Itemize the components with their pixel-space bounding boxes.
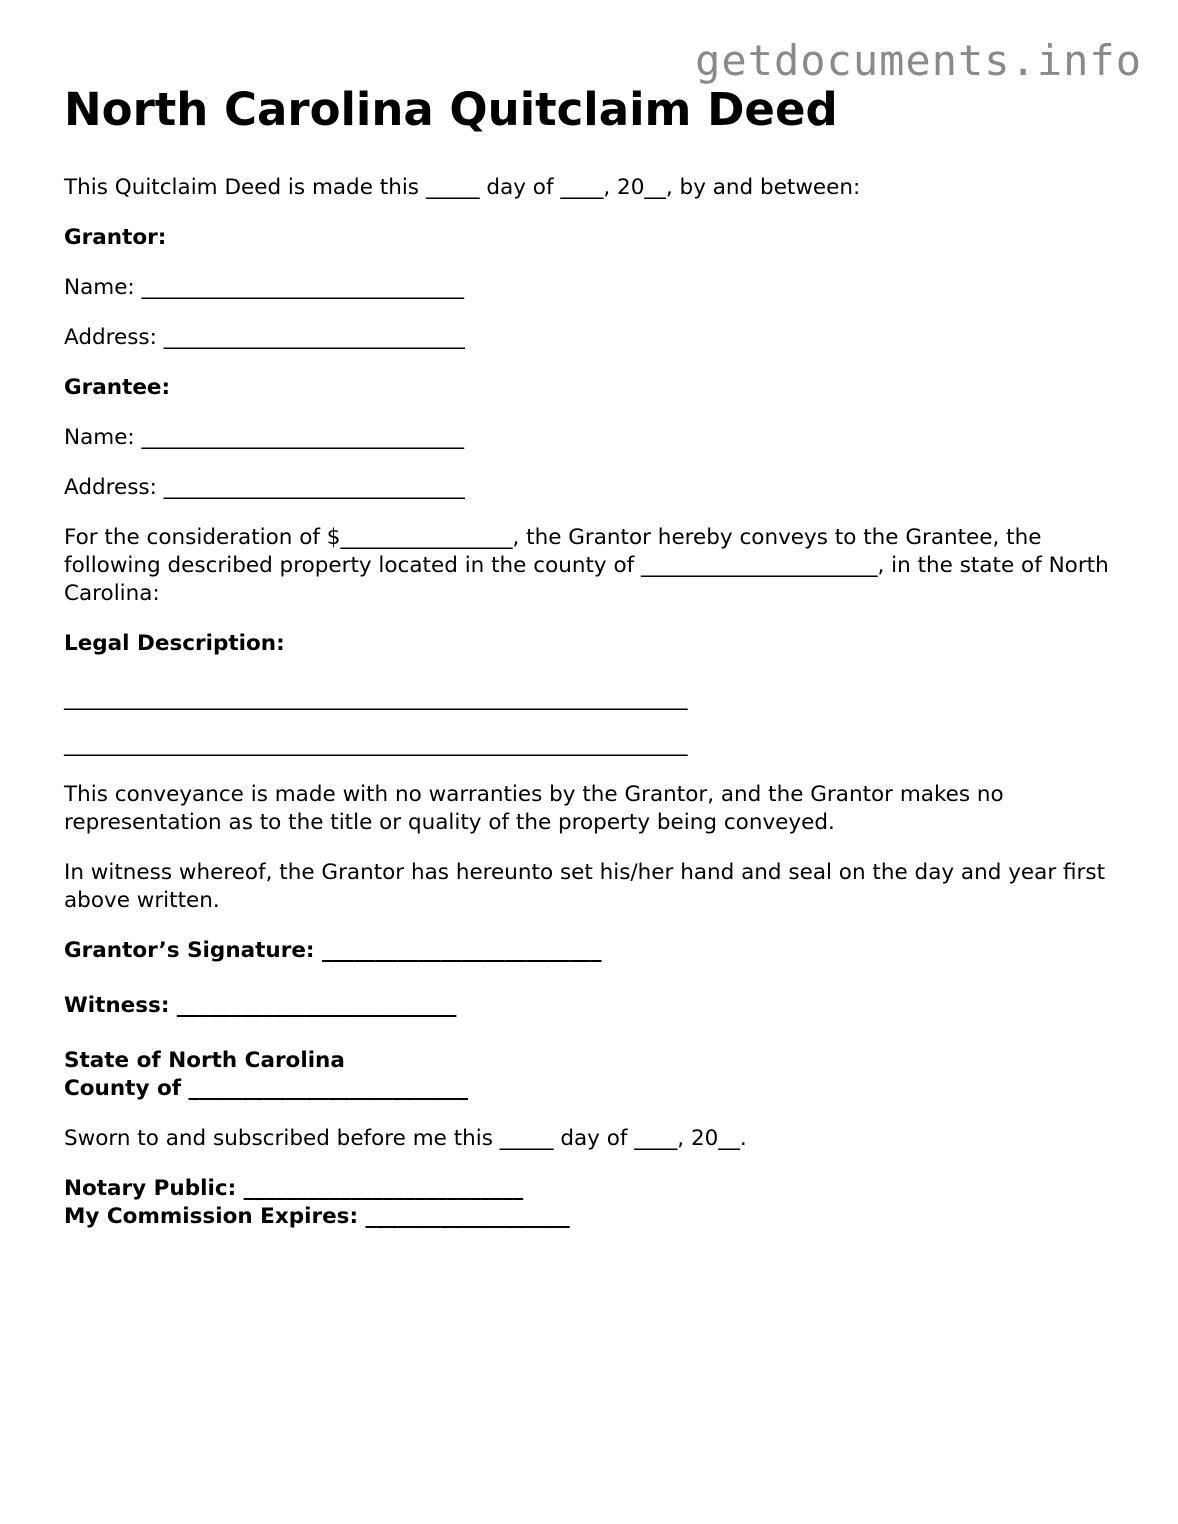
witness-clause-paragraph: In witness whereof, the Grantor has hereunto set his/her hand and seal on the day and year first above written. [64, 860, 1106, 913]
intro-paragraph: This Quitclaim Deed is made this _____ day of ____, 20__, by and between: [64, 175, 861, 200]
legal-description-heading: Legal Description: [64, 631, 285, 656]
notary-public-line: Notary Public: __________________________ [64, 1176, 524, 1201]
grantor-address-line: Address: ____________________________ [64, 325, 465, 350]
grantee-address-line: Address: ____________________________ [64, 475, 465, 500]
grantor-signature-line: Grantor’s Signature: __________________________ [64, 938, 602, 963]
warranty-paragraph: This conveyance is made with no warranties by the Grantor, and the Grantor makes no representation as to the title or quality of the property being conveyed. [64, 782, 1004, 835]
grantor-heading: Grantor: [64, 225, 167, 250]
consideration-paragraph: For the consideration of $________________, the Grantor hereby conveys to the Grantee, the following described property located in the county of ______________________, in the state of North Carolina: [64, 525, 1109, 606]
grantee-name-line: Name: ______________________________ [64, 425, 465, 450]
notary-state: State of North Carolina [64, 1048, 345, 1073]
document-page [64, 80, 1124, 1253]
grantee-heading: Grantee: [64, 375, 171, 400]
legal-description-line: __________________________________________________________ [64, 732, 688, 757]
witness-signature-line: Witness: __________________________ [64, 993, 457, 1018]
page-title: North Carolina Quitclaim Deed [64, 83, 838, 136]
legal-description-line: __________________________________________________________ [64, 686, 688, 711]
watermark: getdocuments.info [695, 36, 1142, 85]
sworn-paragraph: Sworn to and subscribed before me this _____ day of ____, 20__. [64, 1126, 747, 1151]
commission-expires-line: My Commission Expires: ___________________ [64, 1204, 570, 1229]
grantor-name-line: Name: ______________________________ [64, 275, 465, 300]
notary-county-line: County of __________________________ [64, 1076, 469, 1101]
